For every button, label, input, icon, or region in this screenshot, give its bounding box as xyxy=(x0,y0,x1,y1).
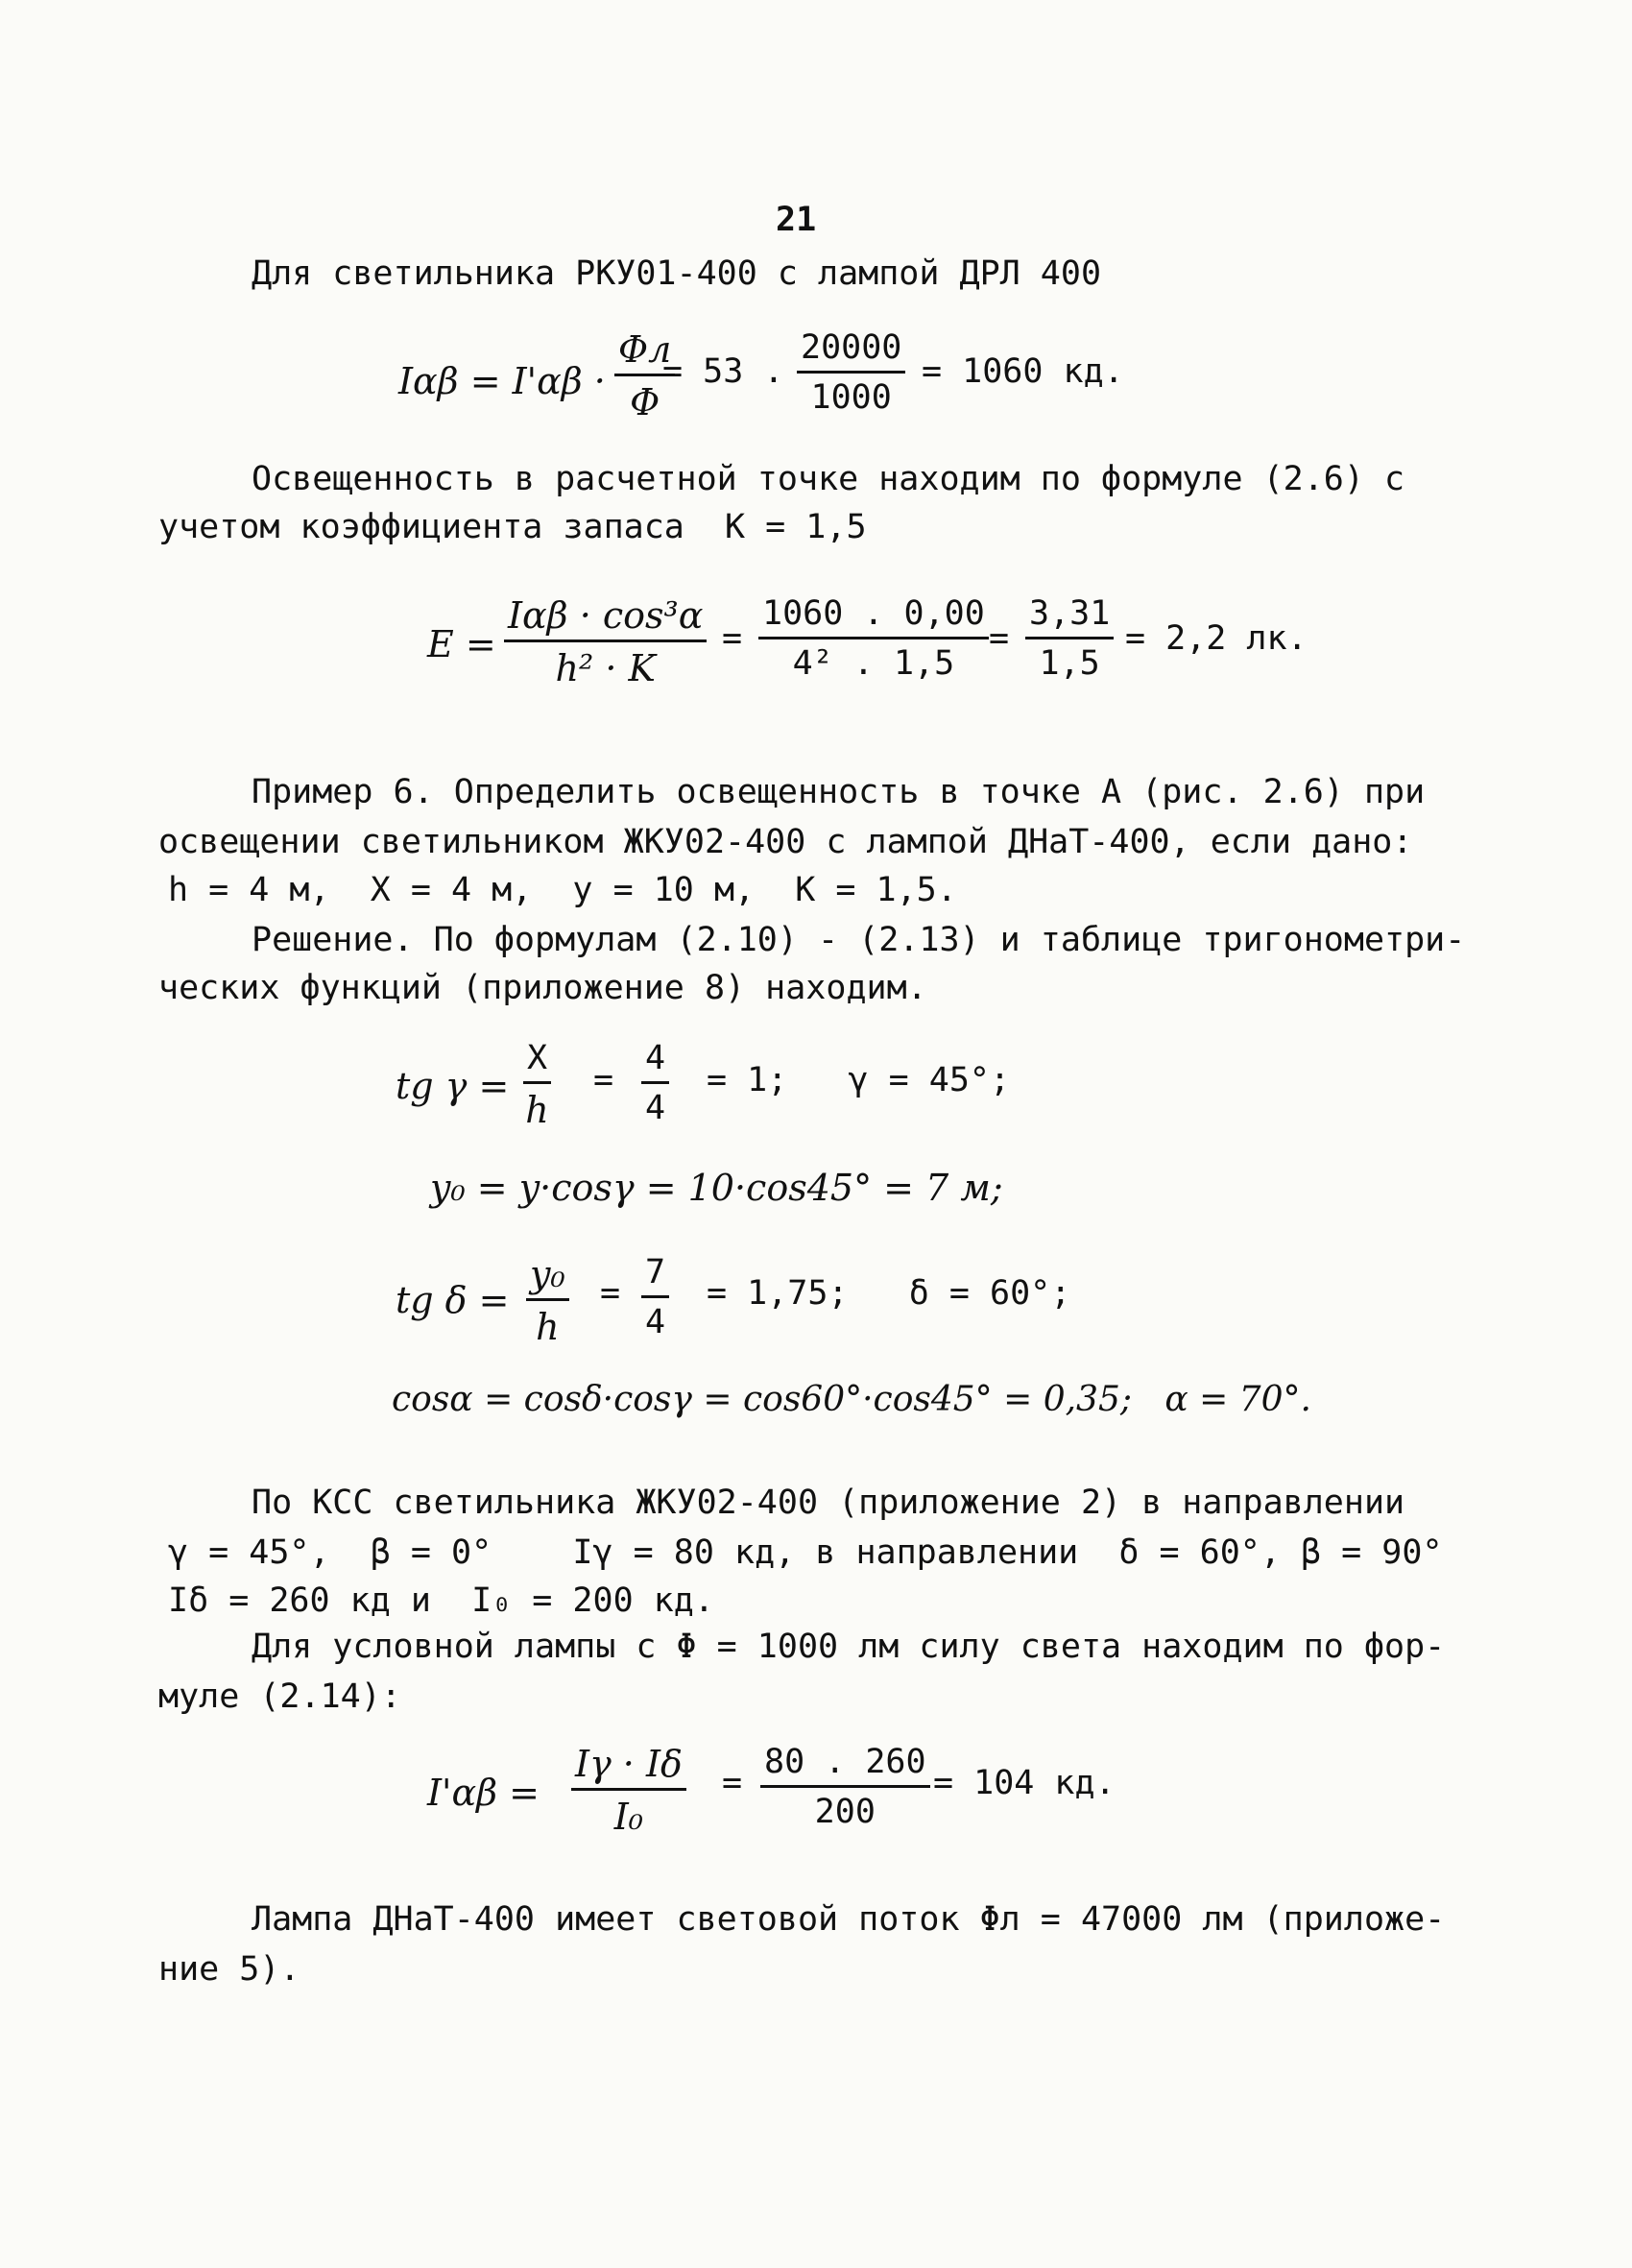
formula-text: = xyxy=(722,1764,743,1802)
formula-text: = xyxy=(722,619,743,658)
paragraph-line: муле (2.14): xyxy=(158,1677,401,1716)
formula-text: = xyxy=(989,619,1010,658)
formula-result: = 1060 кд. xyxy=(922,352,1124,391)
formula-text: = 53 . xyxy=(662,352,784,391)
fraction-denominator: h xyxy=(525,1089,549,1131)
formula-fraction xyxy=(526,1253,569,1348)
fraction-denominator: h xyxy=(536,1306,560,1348)
formula-fraction xyxy=(504,594,707,689)
formula-result: = 104 кд. xyxy=(933,1764,1116,1802)
fraction-numerator: 1060 . 0,00 xyxy=(758,597,989,639)
formula-fraction xyxy=(641,1253,669,1341)
equation-y0: y₀ = y·cosγ = 10·cos45° = 7 м; xyxy=(430,1167,1003,1209)
formula-fraction xyxy=(760,1743,930,1831)
formula-text: = 1; γ = 45°; xyxy=(707,1061,1011,1099)
formula-fraction xyxy=(641,1039,669,1127)
formula-fraction xyxy=(797,328,905,417)
fraction-denominator: 4 xyxy=(645,1089,666,1127)
paragraph-line: γ = 45°, β = 0° Iγ = 80 кд, в направлении δ = 60°, β = 90° xyxy=(168,1533,1443,1572)
fraction-numerator: Iαβ · cos³α xyxy=(504,597,707,642)
formula-result: = 2,2 лк. xyxy=(1125,619,1308,658)
formula-lhs: I'αβ = xyxy=(427,1772,540,1814)
fraction-numerator: Iγ · Iδ xyxy=(571,1746,686,1791)
paragraph-line: Пример 6. Определить освещенность в точке А (рис. 2.6) при xyxy=(252,773,1426,811)
paragraph-line: По КСС светильника ЖКУ02-400 (приложение 2) в направлении xyxy=(252,1484,1405,1522)
paragraph-line: Iδ = 260 кд и I₀ = 200 кд. xyxy=(168,1581,714,1620)
paragraph-line: Освещенность в расчетной точке находим по формуле (2.6) с xyxy=(252,460,1405,498)
paragraph-line: Решение. По формулам (2.10) - (2.13) и таблице тригонометри- xyxy=(252,921,1466,959)
formula-lhs: tg γ = xyxy=(396,1065,510,1107)
formula-fraction xyxy=(1025,594,1114,683)
fraction-denominator: I₀ xyxy=(613,1796,644,1838)
paragraph-line: Для светильника РКУ01-400 с лампой ДРЛ 400 xyxy=(252,254,1102,293)
fraction-numerator: Φл xyxy=(614,331,675,376)
equation-cos-alpha: cosα = cosδ·cosγ = cos60°·cos45° = 0,35; α = 70°. xyxy=(392,1380,1311,1419)
page-number: 21 xyxy=(776,201,817,239)
paragraph-line: ние 5). xyxy=(158,1950,300,1989)
fraction-numerator: 80 . 260 xyxy=(760,1746,930,1788)
fraction-numerator: 7 xyxy=(641,1256,669,1298)
paragraph-line: освещении светильником ЖКУ02-400 с лампой ДНаТ-400, если дано: xyxy=(158,823,1413,861)
paragraph-line: ческих функций (приложение 8) находим. xyxy=(158,969,927,1007)
fraction-denominator: 200 xyxy=(814,1793,876,1831)
formula-fraction xyxy=(758,594,989,683)
formula-fraction xyxy=(523,1039,551,1131)
formula-text: = 1,75; δ = 60°; xyxy=(707,1274,1071,1313)
fraction-denominator: 1,5 xyxy=(1039,644,1100,683)
fraction-denominator: 4 xyxy=(645,1303,666,1341)
fraction-denominator: 4² . 1,5 xyxy=(792,644,955,683)
paragraph-line: учетом коэффициента запаса K = 1,5 xyxy=(158,508,867,546)
formula-lhs: Iαβ = I'αβ · xyxy=(398,360,606,402)
fraction-numerator: 3,31 xyxy=(1025,597,1114,639)
paragraph-line: h = 4 м, X = 4 м, y = 10 м, K = 1,5. xyxy=(168,871,957,909)
paragraph-line: Лампа ДНаТ-400 имеет световой поток Φл = 47000 лм (приложе- xyxy=(252,1900,1446,1939)
fraction-numerator: y₀ xyxy=(526,1256,569,1301)
fraction-numerator: X xyxy=(523,1042,551,1084)
formula-fraction xyxy=(571,1743,686,1838)
fraction-numerator: 4 xyxy=(641,1042,669,1084)
fraction-numerator: 20000 xyxy=(797,331,905,374)
formula-text: = xyxy=(593,1061,614,1099)
fraction-denominator: h² · K xyxy=(555,647,656,689)
paragraph-line: Для условной лампы с Φ = 1000 лм силу света находим по фор- xyxy=(252,1628,1446,1666)
formula-text: = xyxy=(600,1274,621,1313)
formula-lhs: E = xyxy=(427,623,496,665)
fraction-denominator: Φ xyxy=(630,381,660,423)
formula-lhs: tg δ = xyxy=(396,1279,510,1321)
fraction-denominator: 1000 xyxy=(810,378,892,417)
